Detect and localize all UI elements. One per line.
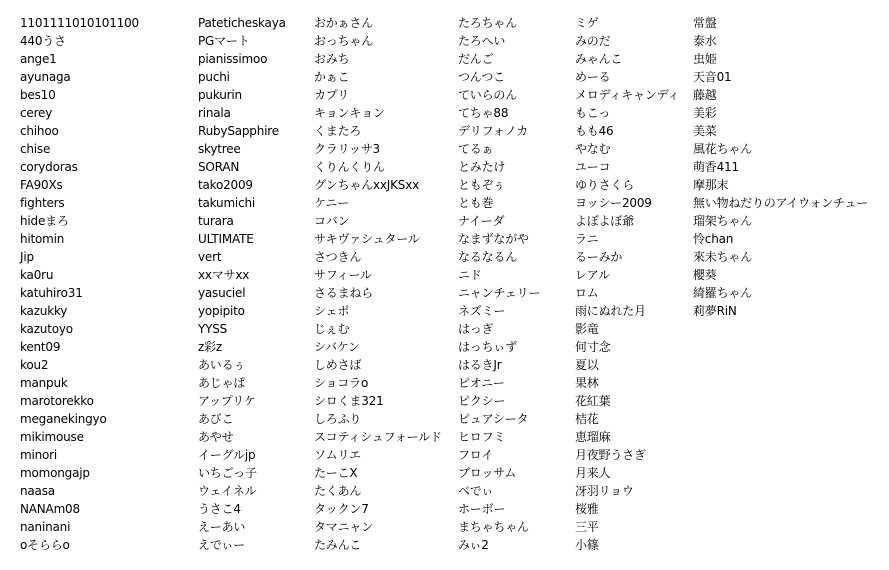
- list-item: みのだ: [575, 34, 611, 48]
- list-item: いちごっ子: [198, 466, 257, 480]
- list-item: ソムリエ: [314, 448, 361, 462]
- list-item: Pateticheskaya: [198, 16, 286, 30]
- list-item: 常盤: [693, 16, 717, 30]
- name-column-5: [575, 14, 679, 554]
- list-item: スコティシュフォールド: [314, 430, 442, 444]
- list-item: おっちゃん: [314, 34, 374, 48]
- list-item: bes10: [20, 88, 56, 102]
- list-item: クラリッサ3: [314, 142, 380, 156]
- list-item: 何寸念: [575, 340, 611, 354]
- list-item: hideまろ: [20, 214, 69, 228]
- list-item: ゆりさくら: [575, 178, 635, 192]
- list-item: Jip: [20, 250, 34, 264]
- list-item: 美彩: [693, 106, 717, 120]
- list-item: 藤越: [693, 88, 717, 102]
- list-item: tako2009: [198, 178, 253, 192]
- list-item: ユーコ: [575, 160, 611, 174]
- list-item: タックン7: [314, 502, 369, 516]
- list-item: もこっ: [575, 106, 611, 120]
- list-item: たろへい: [458, 34, 506, 48]
- list-item: べでぃ: [458, 484, 494, 498]
- list-item: ULTIMATE: [198, 232, 254, 246]
- list-item: yopipito: [198, 304, 245, 318]
- list-item: ロム: [575, 286, 599, 300]
- list-item: くりんくりん: [314, 160, 385, 174]
- list-item: ケニー: [314, 196, 349, 210]
- list-item: 花紅葉: [575, 394, 611, 408]
- list-item: kazukky: [20, 304, 68, 318]
- list-item: 桔花: [575, 412, 599, 426]
- list-item: ニド: [458, 268, 482, 282]
- list-item: なまずながや: [458, 232, 529, 246]
- name-column-6: [693, 14, 868, 320]
- list-item: おみち: [314, 52, 350, 66]
- list-item: ange1: [20, 52, 57, 66]
- list-item: marotorekko: [20, 394, 94, 408]
- list-item: meganekingyo: [20, 412, 107, 426]
- list-item: たろちゃん: [458, 16, 518, 30]
- list-item: ピクシー: [458, 394, 506, 408]
- list-item: シバケン: [314, 340, 360, 354]
- list-item: コバン: [314, 214, 350, 228]
- list-item: イーグルjp: [198, 448, 256, 462]
- list-item: naninani: [20, 520, 71, 534]
- list-item: みゃんこ: [575, 52, 623, 66]
- list-item: takumichi: [198, 196, 256, 210]
- list-item: naasa: [20, 484, 55, 498]
- list-item: 風花ちゃん: [693, 142, 753, 156]
- list-item: ヒロフミ: [458, 430, 506, 444]
- list-item: はっぎ: [458, 322, 494, 336]
- list-item: やなむ: [575, 142, 611, 156]
- list-item: はっちぃず: [458, 340, 518, 354]
- list-item: 無い物ねだりのアイウォンチュー: [693, 196, 869, 210]
- list-item: 莉夢RiN: [693, 304, 737, 318]
- list-item: 雨にぬれた月: [575, 304, 646, 318]
- list-item: skytree: [198, 142, 241, 156]
- list-item: さるまねら: [314, 286, 374, 300]
- list-item: おかぁさん: [314, 16, 374, 30]
- list-item: FA90Xs: [20, 178, 63, 192]
- list-item: 來未ちゃん: [693, 250, 753, 264]
- list-item: SORAN: [198, 160, 240, 174]
- name-column-4: [458, 14, 540, 554]
- list-item: ka0ru: [20, 268, 54, 282]
- list-item: えーあい: [198, 520, 246, 534]
- list-item: kent09: [20, 340, 61, 354]
- list-item: だんご: [458, 52, 494, 66]
- list-item: 天音01: [693, 70, 732, 84]
- list-item: えでぃー: [198, 538, 245, 552]
- list-item: 冴羽リョウ: [575, 484, 634, 498]
- list-item: 美菜: [693, 124, 717, 138]
- list-item: じぇむ: [314, 322, 350, 336]
- list-item: あやせ: [198, 430, 234, 444]
- list-item: mikimouse: [20, 430, 84, 444]
- list-item: 櫻葵: [693, 268, 717, 282]
- list-item: minori: [20, 448, 58, 462]
- list-item: 萌香411: [693, 160, 739, 174]
- list-item: とも巻: [458, 196, 494, 210]
- list-item: ピオニー: [458, 376, 505, 390]
- list-item: まちゃちゃん: [458, 520, 529, 534]
- list-item: メロディキャンディ: [575, 88, 680, 102]
- list-item: katuhiro31: [20, 286, 83, 300]
- list-item: 月来人: [575, 466, 611, 480]
- list-item: てちゃ88: [458, 106, 509, 120]
- list-item: ブロッサム: [458, 466, 517, 480]
- list-item: fighters: [20, 196, 65, 210]
- list-item: るーみか: [575, 250, 623, 264]
- list-item: ウェイネル: [198, 484, 257, 498]
- list-item: フロイ: [458, 448, 494, 462]
- list-item: あいるぅ: [198, 358, 246, 372]
- list-item: ヨッシー2009: [575, 196, 652, 210]
- list-item: 桜雅: [575, 502, 599, 516]
- list-item: YYSS: [198, 322, 228, 336]
- list-item: さつきん: [314, 250, 362, 264]
- list-item: 三平: [575, 520, 599, 534]
- list-item: kazutoyo: [20, 322, 73, 336]
- name-column-3: [314, 14, 442, 554]
- list-item: NANAm08: [20, 502, 80, 516]
- list-item: turara: [198, 214, 234, 228]
- list-item: 怜chan: [693, 232, 734, 246]
- list-item: なるなるん: [458, 250, 518, 264]
- name-list: [0, 14, 889, 564]
- list-item: たーこX: [314, 466, 358, 480]
- list-item: とみたけ: [458, 160, 506, 174]
- list-item: たくあん: [314, 484, 362, 498]
- list-item: ピュアシータ: [458, 412, 529, 426]
- list-item: 瑠架ちゃん: [693, 214, 753, 228]
- list-item: くまたろ: [314, 124, 362, 138]
- list-item: レアル: [575, 268, 610, 282]
- list-item: chihoo: [20, 124, 59, 138]
- list-item: xxマサxx: [198, 268, 250, 282]
- list-item: アップリケ: [198, 394, 256, 408]
- list-item: 恵瑠麻: [575, 430, 611, 444]
- list-item: 夏以: [575, 358, 599, 372]
- list-item: しろふり: [314, 412, 362, 426]
- list-item: サフィール: [314, 268, 372, 282]
- list-item: しめさば: [314, 358, 362, 372]
- list-item: pianissimoo: [198, 52, 268, 66]
- list-item: ショコラo: [314, 376, 369, 390]
- list-item: ともぞぅ: [458, 178, 505, 192]
- list-item: グンちゃんxxJKSxx: [314, 178, 420, 192]
- list-item: rinala: [198, 106, 231, 120]
- list-item: 摩那末: [693, 178, 729, 192]
- list-item: うさこ4: [198, 502, 241, 516]
- list-item: みぃ2: [458, 538, 489, 552]
- list-item: あびこ: [198, 412, 234, 426]
- list-item: yasuciel: [198, 286, 246, 300]
- list-item: デリフォノカ: [458, 124, 529, 138]
- list-item: タマニャン: [314, 520, 374, 534]
- list-item: 440うさ: [20, 34, 66, 48]
- list-item: めーる: [575, 70, 611, 84]
- list-item: 影竜: [575, 322, 599, 336]
- list-item: vert: [198, 250, 222, 264]
- list-item: もも46: [575, 124, 614, 138]
- list-item: シェポ: [314, 304, 350, 318]
- list-item: ていらのん: [458, 88, 518, 102]
- list-item: 月夜野うさぎ: [575, 448, 646, 462]
- list-item: 小篠: [575, 538, 599, 552]
- list-item: manpuk: [20, 376, 68, 390]
- list-item: キョンキョン: [314, 106, 385, 120]
- list-item: hitomin: [20, 232, 65, 246]
- list-item: かぁこ: [314, 70, 350, 84]
- list-item: ネズミー: [458, 304, 506, 318]
- list-item: たみんこ: [314, 538, 362, 552]
- list-item: あじゃぱ: [198, 376, 246, 390]
- list-item: 虫姫: [693, 52, 717, 66]
- list-item: よぼよぼ爺: [575, 214, 635, 228]
- list-item: puchi: [198, 70, 230, 84]
- list-item: シロくま321: [314, 394, 384, 408]
- list-item: PGマート: [198, 34, 250, 48]
- list-item: つんつこ: [458, 70, 505, 84]
- list-item: chise: [20, 142, 51, 156]
- list-item: ナイーダ: [458, 214, 505, 228]
- list-item: ayunaga: [20, 70, 71, 84]
- list-item: corydoras: [20, 160, 78, 174]
- list-item: ミゲ: [575, 16, 599, 30]
- list-item: momongajp: [20, 466, 90, 480]
- list-item: 綺羅ちゃん: [693, 286, 753, 300]
- list-item: cerey: [20, 106, 53, 120]
- list-item: pukurin: [198, 88, 242, 102]
- list-item: カプリ: [314, 88, 349, 102]
- list-item: ホーボー: [458, 502, 506, 516]
- list-item: z彩z: [198, 340, 222, 354]
- list-item: はるきJr: [458, 358, 502, 372]
- list-item: サキヴァシュタール: [314, 232, 420, 246]
- list-item: ラニ: [575, 232, 599, 246]
- list-item: 1101111010101100: [20, 16, 139, 30]
- list-item: oそららo: [20, 538, 70, 552]
- list-item: 果林: [575, 376, 599, 390]
- list-item: てるぁ: [458, 142, 494, 156]
- list-item: kou2: [20, 358, 49, 372]
- list-item: 泰水: [693, 34, 717, 48]
- list-item: RubySapphire: [198, 124, 279, 138]
- name-column-2: [198, 14, 286, 554]
- name-column-1: [20, 14, 139, 554]
- list-item: ニャンチェリー: [458, 286, 541, 300]
